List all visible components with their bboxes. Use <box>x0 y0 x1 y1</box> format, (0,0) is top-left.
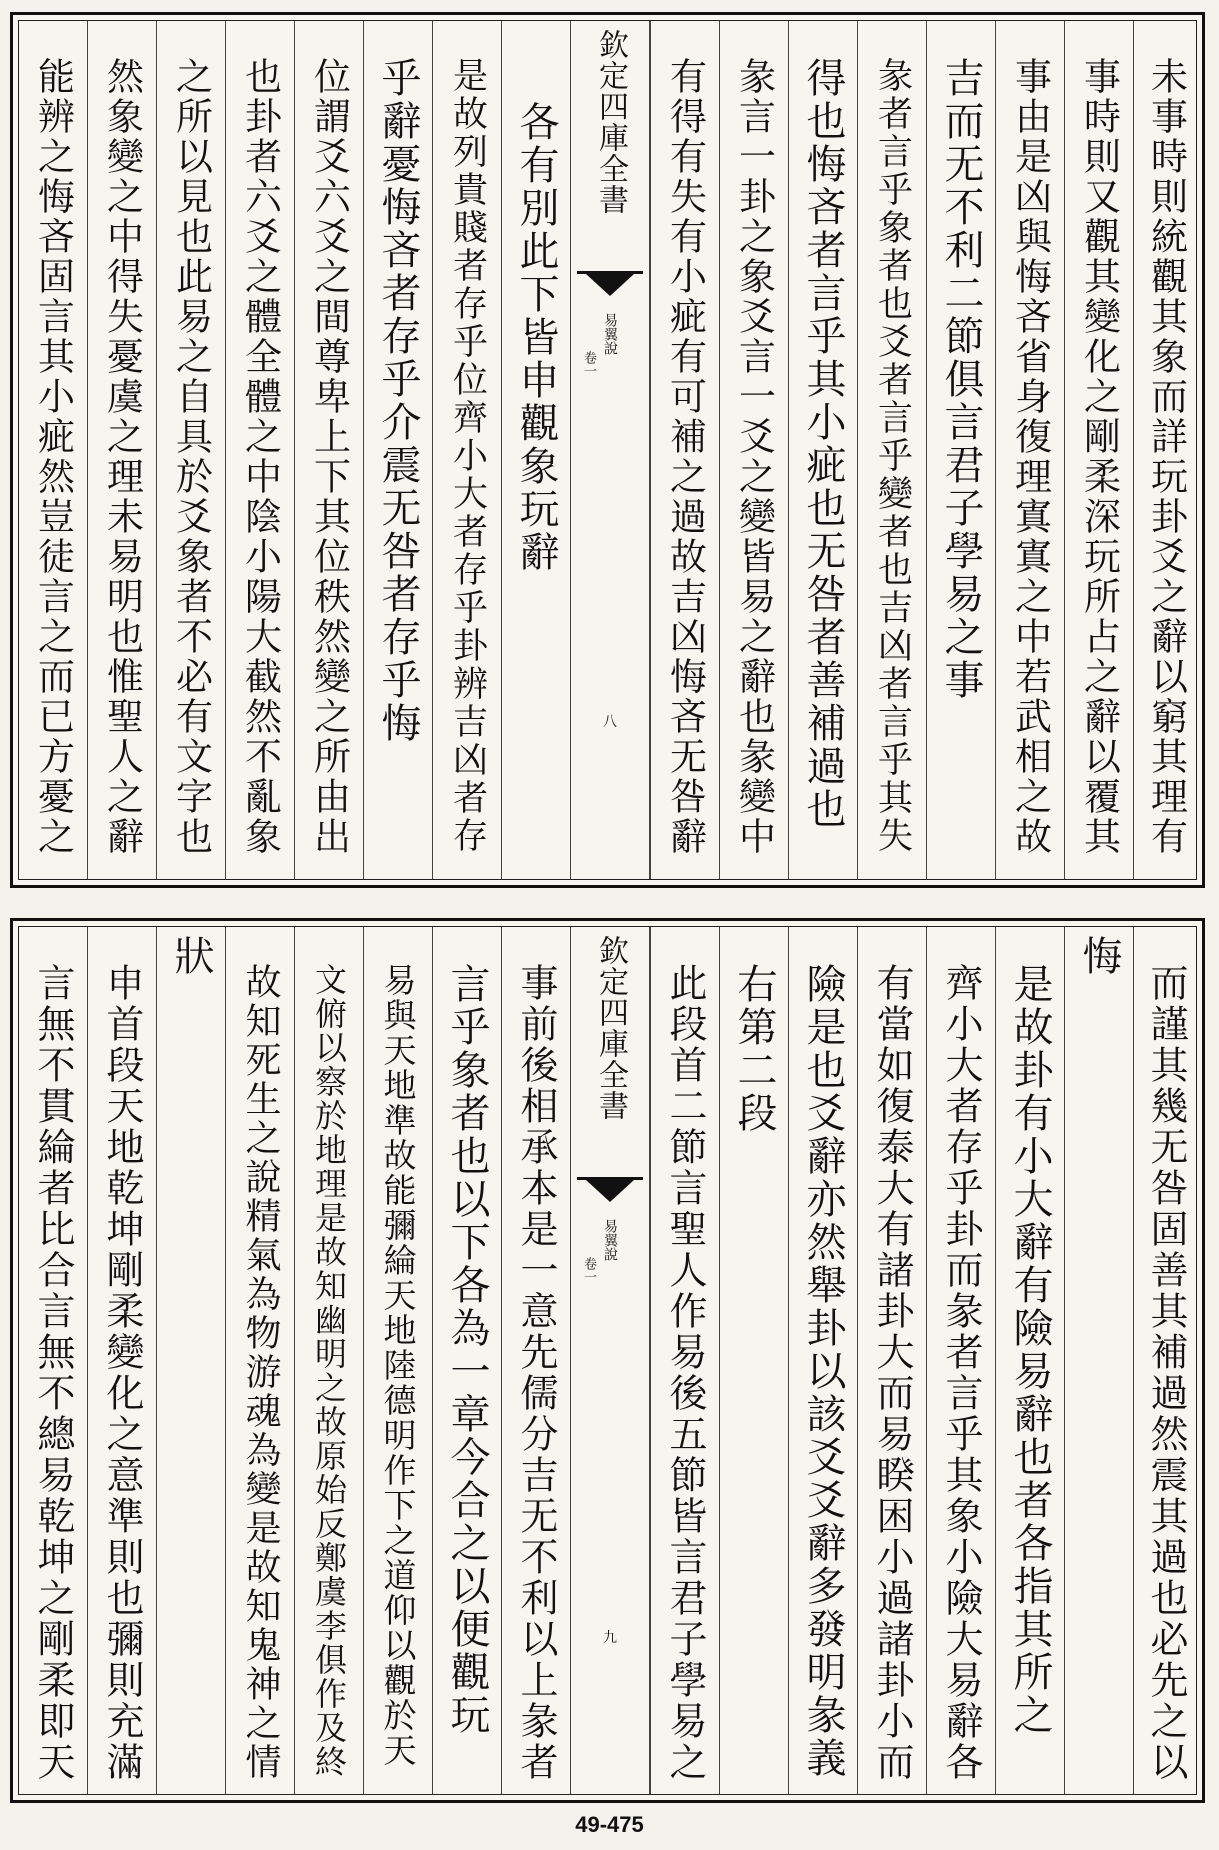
top-center-column <box>570 21 650 879</box>
collection-title: 欽定四庫全書 <box>593 29 628 215</box>
bottom-left-column-8 <box>19 927 87 1794</box>
bottom-left-column-4 <box>294 927 363 1794</box>
book-name: 易翼說 <box>602 313 618 355</box>
bottom-right-column-2 <box>1064 927 1133 1794</box>
text-line: 得也悔吝者言乎其小疵也无咎者善補過也 <box>800 57 846 831</box>
text-line: 右第二段 <box>731 963 777 1135</box>
text-line: 之所以見也此易之自具於爻象者不必有文字也 <box>169 57 213 857</box>
text-line: 是故卦有小大辭有險易辭也者各指其所之 <box>1007 963 1053 1737</box>
text-line: 事由是凶與悔吝省身復理寘寘之中若武相之故 <box>1008 57 1052 857</box>
bottom-left-column-1 <box>501 927 570 1794</box>
top-right-column-1 <box>1133 21 1198 879</box>
text-line: 也卦者六爻之體全體之中陰小陽大截然不亂象 <box>238 57 282 857</box>
text-line: 申首段天地乾坤剛柔變化之意準則也彌則充滿 <box>100 963 144 1783</box>
text-line: 然象變之中得失憂虞之理未易明也惟聖人之辭 <box>100 57 144 857</box>
top-right-column-4 <box>926 21 995 879</box>
bottom-right-column-7 <box>719 927 788 1794</box>
text-line: 未事時則統觀其象而詳玩卦爻之辭以窮其理有 <box>1144 57 1188 857</box>
bottom-right-column-5 <box>857 927 926 1794</box>
text-line: 悔 <box>1076 935 1122 978</box>
page-number: 49-475 <box>575 1812 644 1837</box>
text-line: 位謂爻六爻之間尊卑上下其位秩然變之所由出 <box>307 57 351 857</box>
top-left-column-4 <box>294 21 363 879</box>
text-line: 文俯以察於地理是故知幽明之故原始反鄭虞李俱作及終 <box>310 963 348 1779</box>
top-right-column-5 <box>857 21 926 879</box>
text-line: 能辨之悔吝固言其小疵然豈徒言之而已方憂之 <box>31 57 75 857</box>
text-line: 有得有失有小疵有可補之過故吉凶悔吝无咎辭 <box>663 57 707 857</box>
text-line: 彖言一卦之象爻言一爻之變皆易之辭也彖變中 <box>732 57 776 857</box>
bottom-left-column-2 <box>432 927 501 1794</box>
bottom-page-inner-border <box>18 926 1197 1795</box>
top-left-column-7 <box>87 21 156 879</box>
bottom-left-column-7 <box>87 927 156 1794</box>
bottom-page-frame <box>10 918 1205 1803</box>
bottom-right-column-6 <box>788 927 857 1794</box>
bottom-right-column-8 <box>650 927 719 1794</box>
text-line: 是故列貴賤者存乎位齊小大者存乎卦辨吉凶者存 <box>447 57 488 855</box>
text-line: 事前後相承本是一意先儒分吉无不利以上彖者 <box>514 963 558 1783</box>
text-line: 言乎象者也以下各為一章今合之以便觀玩 <box>444 963 490 1737</box>
collection-title: 欽定四庫全書 <box>593 935 628 1121</box>
top-page-frame <box>10 12 1205 888</box>
folio-number: 八 <box>603 714 617 730</box>
text-line: 此段首二節言聖人作易後五節皆言君子學易之 <box>663 963 707 1783</box>
bottom-left-column-3 <box>363 927 432 1794</box>
top-right-column-2 <box>1064 21 1133 879</box>
bottom-center-column <box>570 927 650 1794</box>
bottom-right-column-4 <box>926 927 995 1794</box>
text-line: 乎辭憂悔吝者存乎介震无咎者存乎悔 <box>375 57 421 745</box>
text-line: 齊小大者存乎卦而彖者言乎其象小險大易辭各 <box>939 963 983 1783</box>
text-line: 而謹其幾无咎固善其補過然震其過也必先之以 <box>1144 963 1188 1783</box>
top-left-column-8 <box>19 21 87 879</box>
top-right-column-8 <box>650 21 719 879</box>
bottom-left-column-5 <box>225 927 294 1794</box>
bottom-left-column-6 <box>156 927 225 1794</box>
top-page-inner-border <box>18 20 1197 880</box>
juan-number: 卷一 <box>581 1257 596 1283</box>
folio-number: 九 <box>603 1630 617 1646</box>
top-left-column-2 <box>432 21 501 879</box>
top-left-column-5 <box>225 21 294 879</box>
top-right-column-6 <box>788 21 857 879</box>
book-name: 易翼說 <box>602 1219 618 1261</box>
bottom-right-column-1 <box>1133 927 1198 1794</box>
text-line: 吉而无不利二節俱言君子學易之事 <box>938 57 984 702</box>
text-line: 事時則又觀其變化之剛柔深玩所占之辭以覆其 <box>1077 57 1121 857</box>
juan-number: 卷一 <box>581 351 596 377</box>
top-left-column-3 <box>363 21 432 879</box>
text-line: 狀 <box>168 935 214 978</box>
top-left-column-6 <box>156 21 225 879</box>
text-line: 有當如復泰大有諸卦大而易睽困小過諸卦小而 <box>870 963 914 1783</box>
bottom-right-column-3 <box>995 927 1064 1794</box>
text-line: 言無不貫綸者比合言無不總易乾坤之剛柔即天 <box>31 963 75 1783</box>
text-line: 故知死生之說精氣為物游魂為變是故知鬼神之情 <box>240 963 281 1782</box>
top-right-column-7 <box>719 21 788 879</box>
top-left-column-1 <box>501 21 570 879</box>
text-line: 易與天地準故能彌綸天地陸德明作下之道仰以觀於天 <box>378 963 418 1768</box>
text-line: 彖者言乎象者也爻者言乎變者也吉凶者言乎其失 <box>872 57 913 855</box>
text-line: 各有別此下皆申觀象玩辭 <box>513 101 559 574</box>
top-right-column-3 <box>995 21 1064 879</box>
text-line: 險是也爻辭亦然舉卦以該爻爻辭多發明彖義 <box>800 963 846 1780</box>
